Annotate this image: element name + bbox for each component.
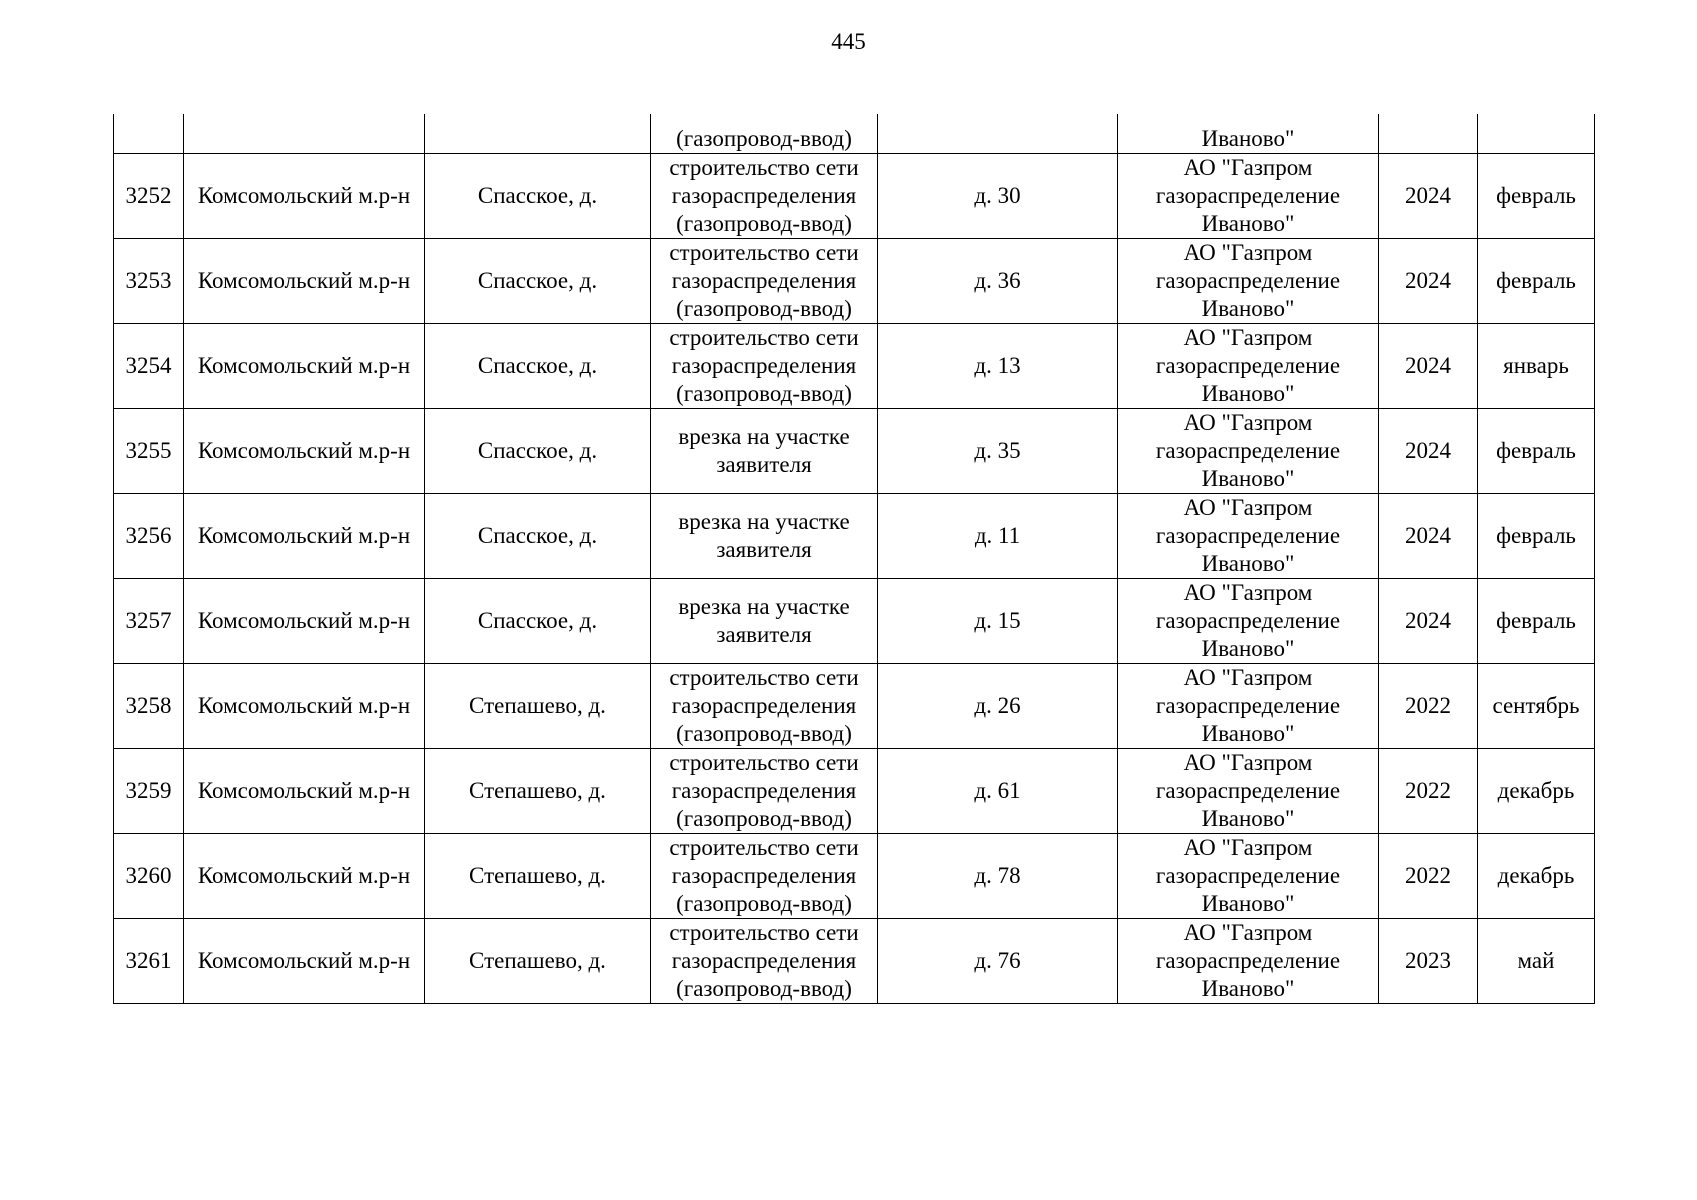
cell-year xyxy=(1379,114,1478,153)
table-row xyxy=(114,153,1595,238)
cell-work-type: строительство сети газораспределения (газопровод-ввод) xyxy=(651,833,878,918)
cell-year: 2024 xyxy=(1379,238,1478,323)
cell-month: февраль xyxy=(1478,153,1595,238)
table-row xyxy=(114,663,1595,748)
cell-num: 3261 xyxy=(114,918,184,1003)
cell-district: Комсомольский м.р-н xyxy=(184,578,425,663)
cell-work-type: врезка на участке заявителя xyxy=(651,578,878,663)
cell-address: д. 78 xyxy=(878,833,1118,918)
cell-district: Комсомольский м.р-н xyxy=(184,153,425,238)
cell-address: д. 11 xyxy=(878,493,1118,578)
cell-settlement: Спасское, д. xyxy=(425,493,651,578)
cell-organization: АО "Газпром газораспределение Иваново" xyxy=(1118,578,1379,663)
cell-district: Комсомольский м.р-н xyxy=(184,748,425,833)
table-row xyxy=(114,578,1595,663)
cell-year: 2024 xyxy=(1379,408,1478,493)
table-row-continuation xyxy=(114,114,1595,153)
cell-num: 3258 xyxy=(114,663,184,748)
cell-year: 2023 xyxy=(1379,918,1478,1003)
cell-year: 2022 xyxy=(1379,748,1478,833)
cell-month: февраль xyxy=(1478,408,1595,493)
cell-address: д. 13 xyxy=(878,323,1118,408)
cell-address: д. 76 xyxy=(878,918,1118,1003)
cell-district: Комсомольский м.р-н xyxy=(184,408,425,493)
cell-work-type: врезка на участке заявителя xyxy=(651,408,878,493)
cell-month: декабрь xyxy=(1478,748,1595,833)
gas-connection-table xyxy=(113,114,1595,1004)
cell-month: февраль xyxy=(1478,578,1595,663)
cell-month: декабрь xyxy=(1478,833,1595,918)
cell-district: Комсомольский м.р-н xyxy=(184,918,425,1003)
cell-num: 3260 xyxy=(114,833,184,918)
cell-num: 3256 xyxy=(114,493,184,578)
cell-work-type: (газопровод-ввод) xyxy=(651,114,878,153)
cell-address: д. 30 xyxy=(878,153,1118,238)
cell-settlement: Степашево, д. xyxy=(425,833,651,918)
cell-district: Комсомольский м.р-н xyxy=(184,663,425,748)
cell-num: 3255 xyxy=(114,408,184,493)
cell-year: 2024 xyxy=(1379,493,1478,578)
cell-month: февраль xyxy=(1478,493,1595,578)
cell-num: 3257 xyxy=(114,578,184,663)
cell-organization: АО "Газпром газораспределение Иваново" xyxy=(1118,153,1379,238)
cell-work-type: строительство сети газораспределения (газопровод-ввод) xyxy=(651,748,878,833)
table-row xyxy=(114,238,1595,323)
cell-settlement: Спасское, д. xyxy=(425,238,651,323)
cell-work-type: строительство сети газораспределения (газопровод-ввод) xyxy=(651,153,878,238)
cell-num xyxy=(114,114,184,153)
cell-month: январь xyxy=(1478,323,1595,408)
cell-address: д. 61 xyxy=(878,748,1118,833)
cell-district xyxy=(184,114,425,153)
cell-num: 3259 xyxy=(114,748,184,833)
cell-num: 3254 xyxy=(114,323,184,408)
cell-organization: АО "Газпром газораспределение Иваново" xyxy=(1118,238,1379,323)
cell-month: май xyxy=(1478,918,1595,1003)
table-row xyxy=(114,748,1595,833)
cell-year: 2024 xyxy=(1379,578,1478,663)
cell-settlement: Степашево, д. xyxy=(425,748,651,833)
cell-month: февраль xyxy=(1478,238,1595,323)
page-number: 445 xyxy=(831,29,866,54)
table-row xyxy=(114,833,1595,918)
cell-organization: АО "Газпром газораспределение Иваново" xyxy=(1118,918,1379,1003)
cell-organization: АО "Газпром газораспределение Иваново" xyxy=(1118,748,1379,833)
cell-settlement: Спасское, д. xyxy=(425,578,651,663)
cell-work-type: врезка на участке заявителя xyxy=(651,493,878,578)
cell-work-type: строительство сети газораспределения (газопровод-ввод) xyxy=(651,663,878,748)
cell-district: Комсомольский м.р-н xyxy=(184,833,425,918)
cell-address: д. 35 xyxy=(878,408,1118,493)
cell-organization: АО "Газпром газораспределение Иваново" xyxy=(1118,663,1379,748)
cell-settlement: Степашево, д. xyxy=(425,918,651,1003)
cell-district: Комсомольский м.р-н xyxy=(184,493,425,578)
cell-work-type: строительство сети газораспределения (газопровод-ввод) xyxy=(651,918,878,1003)
cell-settlement: Спасское, д. xyxy=(425,408,651,493)
cell-address xyxy=(878,114,1118,153)
cell-district: Комсомольский м.р-н xyxy=(184,238,425,323)
cell-address: д. 36 xyxy=(878,238,1118,323)
cell-organization: АО "Газпром газораспределение Иваново" xyxy=(1118,833,1379,918)
cell-work-type: строительство сети газораспределения (газопровод-ввод) xyxy=(651,323,878,408)
cell-month: сентябрь xyxy=(1478,663,1595,748)
cell-organization: Иваново" xyxy=(1118,114,1379,153)
cell-district: Комсомольский м.р-н xyxy=(184,323,425,408)
table-row xyxy=(114,323,1595,408)
cell-num: 3252 xyxy=(114,153,184,238)
cell-settlement: Степашево, д. xyxy=(425,663,651,748)
cell-organization: АО "Газпром газораспределение Иваново" xyxy=(1118,493,1379,578)
cell-address: д. 15 xyxy=(878,578,1118,663)
cell-organization: АО "Газпром газораспределение Иваново" xyxy=(1118,408,1379,493)
table-row xyxy=(114,918,1595,1003)
table-row xyxy=(114,408,1595,493)
cell-work-type: строительство сети газораспределения (газопровод-ввод) xyxy=(651,238,878,323)
table-row xyxy=(114,493,1595,578)
cell-year: 2024 xyxy=(1379,153,1478,238)
cell-settlement xyxy=(425,114,651,153)
cell-settlement: Спасское, д. xyxy=(425,323,651,408)
cell-num: 3253 xyxy=(114,238,184,323)
cell-settlement: Спасское, д. xyxy=(425,153,651,238)
cell-month xyxy=(1478,114,1595,153)
cell-year: 2024 xyxy=(1379,323,1478,408)
cell-year: 2022 xyxy=(1379,663,1478,748)
cell-organization: АО "Газпром газораспределение Иваново" xyxy=(1118,323,1379,408)
cell-address: д. 26 xyxy=(878,663,1118,748)
cell-year: 2022 xyxy=(1379,833,1478,918)
